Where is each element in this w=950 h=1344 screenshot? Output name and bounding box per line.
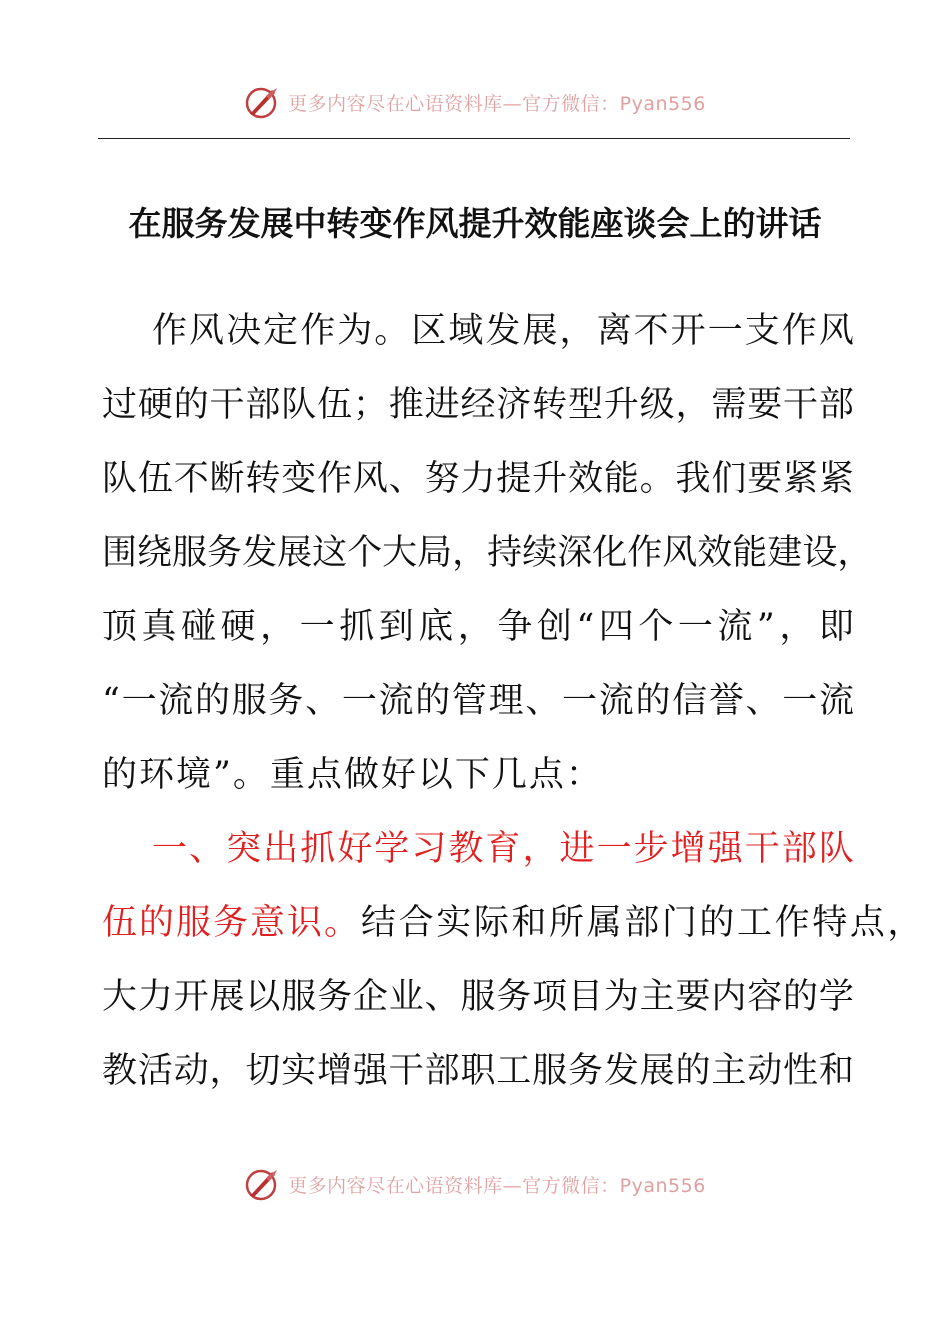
section-heading-line-mixed bbox=[102, 886, 926, 960]
section-body-start: 结合实际和所属部门的工作特点， bbox=[361, 903, 926, 943]
paragraph-line: “ 一 流 的 服 务 、 一 流 的 管 理 、 一 流 的 信 誉 、 一 流 bbox=[102, 681, 854, 721]
section-heading-tail: 伍的服务意识。 bbox=[102, 903, 362, 943]
document-body bbox=[102, 294, 926, 1108]
paragraph-line: 队 伍 不 断 转 变 作 风 、 努 力 提 升 效 能 。 我 们 要 紧 紧 bbox=[102, 459, 854, 499]
quill-circle-icon bbox=[244, 1166, 280, 1202]
header-divider bbox=[98, 138, 850, 139]
paragraph-line: 大 力 开 展 以 服 务 企 业 、 服 务 项 目 为 主 要 内 容 的 学 bbox=[102, 977, 854, 1017]
paragraph-line: 围 绕 服 务 发 展 这 个 大 局 ， 持 续 深 化 作 风 效 能 建 设 ， bbox=[102, 533, 873, 573]
section-heading-line: 一 、 突 出 抓 好 学 习 教 育 ， 进 一 步 增 强 干 部 队 bbox=[152, 829, 854, 869]
paragraph-line: 的环境”。重点做好以下几点： bbox=[102, 755, 603, 795]
paragraph-line: 作 风 决 定 作 为 。 区 域 发 展 ， 离 不 开 一 支 作 风 bbox=[152, 311, 854, 351]
document-title: 在服务发展中转变作风提升效能座谈会上的讲话 bbox=[128, 204, 822, 243]
watermark-text: 更多内容尽在心语资料库—官方微信：Pyan556 bbox=[288, 1174, 706, 1197]
paragraph-line: 过 硬 的 干 部 队 伍 ； 推 进 经 济 转 型 升 级 ， 需 要 干 部 bbox=[102, 385, 854, 425]
quill-circle-icon bbox=[244, 84, 280, 120]
footer-watermark bbox=[0, 1162, 950, 1206]
paragraph-line: 顶 真 碰 硬 ， 一 抓 到 底 ， 争 创 “ 四 个 一 流 ” ， 即 bbox=[102, 607, 854, 647]
header-watermark bbox=[0, 80, 950, 124]
watermark-text: 更多内容尽在心语资料库—官方微信：Pyan556 bbox=[288, 92, 706, 115]
paragraph-line: 教 活 动 ， 切 实 增 强 干 部 职 工 服 务 发 展 的 主 动 性 和 bbox=[102, 1051, 854, 1091]
